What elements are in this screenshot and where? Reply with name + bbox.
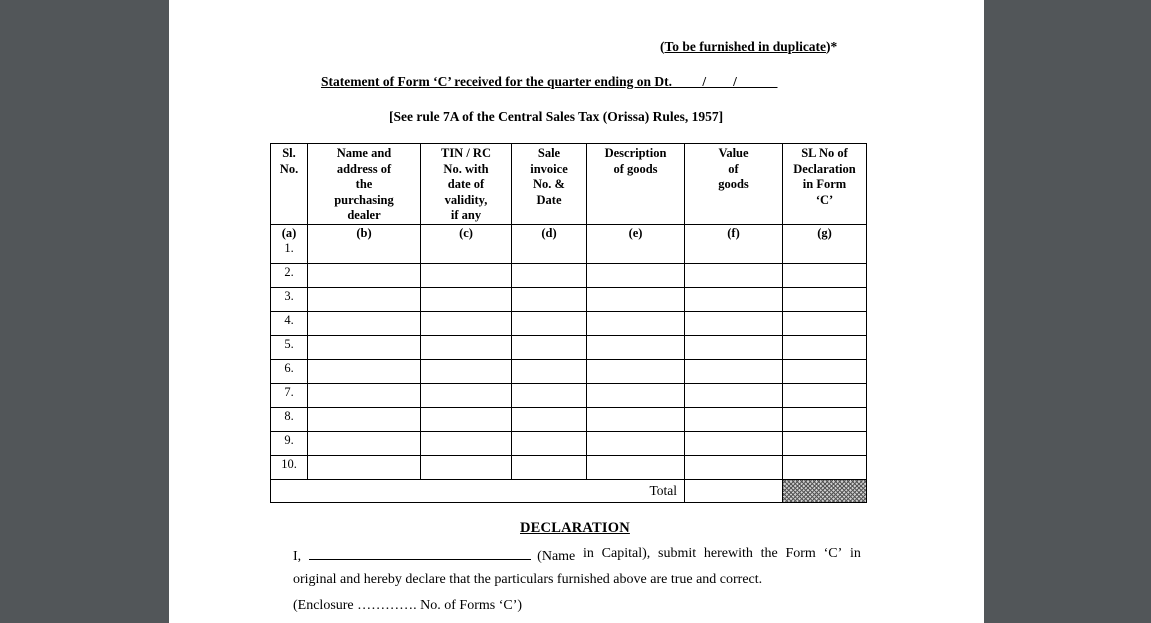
declaration-enclosure: (Enclosure …………. No. of Forms ‘C’) (293, 598, 523, 613)
table-cell (512, 456, 587, 480)
table-cell (421, 456, 512, 480)
col-header-sale-invoice: Sale invoice No. & Date (512, 144, 587, 225)
row-number: 6. (271, 360, 308, 384)
table-cell (421, 336, 512, 360)
table-cell (587, 360, 685, 384)
col-header-declaration-sl: SL No of Declaration in Form ‘C’ (783, 144, 867, 225)
table-cell (512, 408, 587, 432)
col-letter: (f) (685, 225, 783, 241)
table-cell (587, 288, 685, 312)
table-cell (685, 312, 783, 336)
statement-title: Statement of Form ‘C’ received for the quarter ending on Dt. ____/____/______ (321, 74, 778, 89)
table-cell (685, 432, 783, 456)
table-row (271, 288, 867, 312)
declaration-i: I, (293, 549, 302, 564)
col-letter: (a) (271, 225, 308, 241)
table-cell (421, 384, 512, 408)
total-shaded-cell (783, 480, 867, 503)
row-number: 8. (271, 408, 308, 432)
table-cell (685, 408, 783, 432)
table-cell (421, 240, 512, 264)
col-header-description: Description of goods (587, 144, 685, 225)
declaration-word: herewith (703, 546, 753, 561)
table-cell (783, 456, 867, 480)
table-cell (587, 264, 685, 288)
table-cell (783, 360, 867, 384)
table-row (271, 408, 867, 432)
col-letter: (b) (308, 225, 421, 241)
furnish-suffix: )* (826, 39, 838, 54)
table-cell (685, 240, 783, 264)
table-cell (587, 312, 685, 336)
declaration-line-1 (293, 546, 861, 565)
table-cell (783, 264, 867, 288)
row-number: 2. (271, 264, 308, 288)
col-header-tin-rc: TIN / RC No. with date of validity, if any (421, 144, 512, 225)
table-cell (308, 360, 421, 384)
table-cell (783, 312, 867, 336)
table-cell (512, 288, 587, 312)
table-cell (512, 240, 587, 264)
table-cell (308, 312, 421, 336)
table-cell (512, 264, 587, 288)
furnish-prefix: ( (660, 39, 665, 54)
table-cell (587, 456, 685, 480)
table-cell (783, 336, 867, 360)
table-cell (587, 384, 685, 408)
table-row (271, 240, 867, 264)
table-cell (512, 360, 587, 384)
table-cell (512, 432, 587, 456)
table-cell (308, 288, 421, 312)
table-cell (587, 408, 685, 432)
furnish-note (660, 39, 837, 55)
table-cell (685, 384, 783, 408)
table-row (271, 384, 867, 408)
furnish-note-text: To be furnished in duplicate (664, 39, 827, 54)
col-letter: (d) (512, 225, 587, 241)
table-row (271, 264, 867, 288)
table-cell (512, 336, 587, 360)
col-letter: (e) (587, 225, 685, 241)
row-number: 7. (271, 384, 308, 408)
table-cell (308, 240, 421, 264)
declaration-line-2: original and hereby declare that the particulars furnished above are true and correct. (293, 572, 763, 587)
table-cell (308, 264, 421, 288)
declaration-word: (Name (537, 549, 576, 564)
table-cell (783, 384, 867, 408)
col-letter: (g) (783, 225, 867, 241)
table-cell (587, 432, 685, 456)
table-cell (587, 336, 685, 360)
table-cell (308, 384, 421, 408)
table-header-row (271, 144, 867, 225)
row-number: 9. (271, 432, 308, 456)
table-row (271, 432, 867, 456)
total-row (271, 480, 867, 503)
declaration-word: submit (658, 546, 697, 561)
table-letter-row (271, 225, 867, 241)
table-cell (587, 240, 685, 264)
table-cell (308, 336, 421, 360)
table-cell (512, 312, 587, 336)
declaration-word: Form (785, 546, 816, 561)
table-cell (783, 240, 867, 264)
table-cell (421, 264, 512, 288)
row-number: 3. (271, 288, 308, 312)
document-page (169, 0, 984, 623)
table-cell (783, 432, 867, 456)
declaration-word: the (760, 546, 778, 561)
declaration-start (293, 546, 575, 565)
col-letter: (c) (421, 225, 512, 241)
name-blank-line (309, 546, 531, 560)
table-cell (421, 288, 512, 312)
table-cell (783, 408, 867, 432)
table-cell (512, 384, 587, 408)
col-header-sl-no: Sl. No. (271, 144, 308, 225)
declaration-word: ‘C’ (823, 546, 843, 561)
table-row (271, 312, 867, 336)
table-cell (308, 432, 421, 456)
table-cell (685, 360, 783, 384)
table-cell (685, 288, 783, 312)
table-row (271, 456, 867, 480)
table-cell (421, 312, 512, 336)
declaration-title: DECLARATION (520, 520, 630, 536)
col-header-value: Value of goods (685, 144, 783, 225)
table-cell (421, 408, 512, 432)
form-c-table (270, 143, 867, 503)
table-cell (421, 360, 512, 384)
table-cell (685, 336, 783, 360)
table-row (271, 336, 867, 360)
table-cell (685, 456, 783, 480)
table-cell (783, 288, 867, 312)
row-number: 4. (271, 312, 308, 336)
row-number: 5. (271, 336, 308, 360)
table-cell (421, 432, 512, 456)
rule-reference: [See rule 7A of the Central Sales Tax (Orissa) Rules, 1957] (389, 109, 724, 124)
row-number: 10. (271, 456, 308, 480)
total-value-cell (685, 480, 783, 503)
total-label: Total (271, 480, 685, 503)
table-row (271, 360, 867, 384)
table-cell (308, 456, 421, 480)
declaration-word: in (850, 546, 861, 561)
row-number: 1. (271, 240, 308, 264)
table-cell (685, 264, 783, 288)
declaration-word: in (583, 546, 594, 561)
declaration-word: Capital), (601, 546, 651, 561)
col-header-name-address: Name and address of the purchasing dealer (308, 144, 421, 225)
table-cell (308, 408, 421, 432)
